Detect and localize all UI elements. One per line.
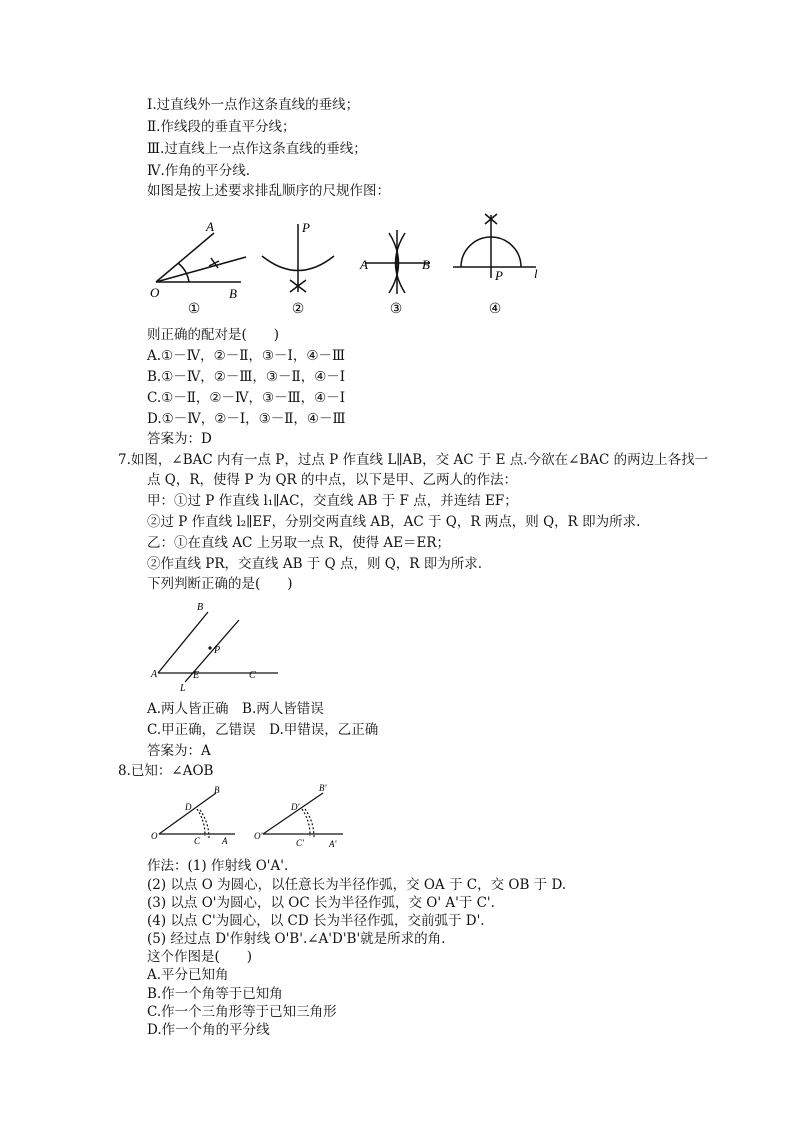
q7-figure xyxy=(145,598,285,693)
number-3: ③ xyxy=(389,302,403,317)
q8-label-d: D xyxy=(185,802,192,812)
q7-line-2: 点 Q，R，使得 P 为 QR 的中点，以下是甲、乙两人的作法： xyxy=(147,472,518,488)
q7-option-ab: A.两人皆正确 B.两人皆错误 xyxy=(147,701,324,717)
item-1: Ⅰ.过直线外一点作这条直线的垂线； xyxy=(147,97,360,113)
point-p xyxy=(208,646,211,649)
q7-line-3: 甲：①过 P 作直线 l₁∥AC，交直线 AB 于 F 点，并连结 EF； xyxy=(147,493,518,509)
number-4: ④ xyxy=(488,302,502,317)
label-a3: A xyxy=(360,257,368,272)
q8-label-c: C xyxy=(194,836,201,846)
q8-figures xyxy=(145,780,355,855)
q7-line-1: 7.如图，∠BAC 内有一点 P，过点 P 作直线 L∥AB，交 AC 于 E 点.今欲在∠BAC 的两边上各找一 xyxy=(118,452,709,468)
label-b: B xyxy=(229,286,237,301)
q8-label-d2: D' xyxy=(291,802,300,812)
q6-option-c: C.①－Ⅱ，②－Ⅳ，③－Ⅲ，④－Ⅰ xyxy=(147,390,346,406)
q7-label-b: B xyxy=(197,602,204,613)
q8-label-o: O xyxy=(151,831,158,841)
q8-option-d: D.作一个角的平分线 xyxy=(147,1022,270,1038)
figure-1 xyxy=(156,233,246,282)
q8-label-a2: A' xyxy=(329,839,337,849)
q6-answer: 答案为：D xyxy=(147,431,212,447)
q6-option-a: A.①－Ⅳ，②－Ⅱ，③－Ⅰ，④－Ⅲ xyxy=(147,348,345,364)
q7-line-7: 下列判断正确的是( ) xyxy=(147,576,293,592)
q7-line-6: ②作直线 PR，交直线 AB 于 Q 点，则 Q，R 即为所求. xyxy=(147,556,483,572)
label-p4: P xyxy=(495,268,503,283)
q8-title: 8.已知：∠AOB xyxy=(118,763,214,779)
q6-option-b: B.①－Ⅳ，②－Ⅲ，③－Ⅱ，④－Ⅰ xyxy=(147,369,346,385)
label-l: l xyxy=(534,266,538,281)
q8-option-b: B.作一个角等于已知角 xyxy=(147,986,283,1002)
angle-aob xyxy=(159,793,235,838)
q8-label-b: B xyxy=(214,785,220,795)
q7-line-5: 乙：①在直线 AC 上另取一点 R，使得 AE＝ER； xyxy=(147,535,451,551)
q8-label-a: A xyxy=(222,836,228,846)
item-2: Ⅱ.作线段的垂直平分线； xyxy=(147,119,296,135)
q7-label-a: A xyxy=(151,669,158,680)
figure-2 xyxy=(262,224,334,292)
q6-question: 则正确的配对是( ) xyxy=(147,327,280,343)
label-b3: B xyxy=(422,257,430,272)
q7-answer: 答案为：A xyxy=(147,743,211,759)
number-1: ① xyxy=(187,302,201,317)
item-4: Ⅳ.作角的平分线. xyxy=(147,163,251,179)
q7-label-l: L xyxy=(180,683,186,693)
q8-label-o2: O' xyxy=(254,831,263,841)
q6-intro: 如图是按上述要求排乱顺序的尺规作图： xyxy=(147,183,390,199)
q6-option-d: D.①－Ⅳ，②－Ⅰ，③－Ⅱ，④－Ⅲ xyxy=(147,411,346,427)
q8-label-b2: B' xyxy=(319,783,327,793)
item-3: Ⅲ.过直线上一点作这条直线的垂线； xyxy=(147,141,367,157)
label-a: A xyxy=(206,219,214,234)
q6-figures xyxy=(140,200,560,320)
q8-step-1: 作法：(1) 作射线 O'A'. xyxy=(147,858,289,874)
number-2: ② xyxy=(291,302,305,317)
q7-option-cd: C.甲正确，乙错误 D.甲错误，乙正确 xyxy=(147,722,379,738)
q8-question: 这个作图是( ) xyxy=(147,949,253,965)
angle-copy xyxy=(263,793,343,838)
figure-3 xyxy=(366,230,430,294)
q8-step-5: (5) 经过点 D'作射线 O'B'.∠A'D'B'就是所求的角. xyxy=(147,931,446,947)
q8-option-a: A.平分已知角 xyxy=(147,967,229,983)
q7-label-e: E xyxy=(193,670,200,681)
q8-option-c: C.作一个三角形等于已知三角形 xyxy=(147,1004,337,1020)
q7-line-4: ②过 P 作直线 l₂∥EF，分别交两直线 AB，AC 于 Q，R 两点，则 Q，R 即为所求. xyxy=(147,514,641,530)
q8-step-2: (2) 以点 O 为圆心，以任意长为半径作弧，交 OA 于 C，交 OB 于 D. xyxy=(147,877,567,893)
q8-step-4: (4) 以点 C'为圆心，以 CD 长为半径作弧，交前弧于 D'. xyxy=(147,913,485,929)
q8-label-c2: C' xyxy=(296,838,304,848)
q8-step-3: (3) 以点 O'为圆心，以 OC 长为半径作弧，交 O' A'于 C'. xyxy=(147,895,495,911)
label-o: O xyxy=(150,285,160,300)
label-p: P xyxy=(302,220,310,235)
q7-label-p: P xyxy=(214,645,221,656)
q7-label-c: C xyxy=(249,670,256,681)
